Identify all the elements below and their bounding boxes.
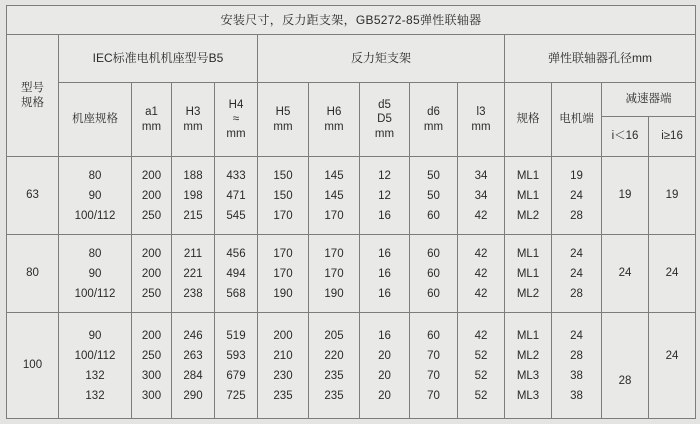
frame-value: 100/112 xyxy=(74,287,116,300)
h4-value: 568 xyxy=(226,287,246,300)
motor-end-cell xyxy=(552,157,602,235)
model-cell: 63 xyxy=(7,157,59,235)
h3-value: 215 xyxy=(183,209,203,222)
h4-value: 433 xyxy=(226,169,246,182)
a1-cell xyxy=(132,235,172,313)
header-spec: 规格 xyxy=(505,83,552,157)
spec-value: ML2 xyxy=(516,349,540,362)
h3-value: 188 xyxy=(183,169,203,182)
data-body xyxy=(7,157,696,419)
h4-value: 471 xyxy=(226,189,246,202)
spec-value: ML3 xyxy=(516,389,540,402)
h5-value: 235 xyxy=(273,389,293,402)
frame-value: 90 xyxy=(88,267,102,280)
frame-value: 132 xyxy=(85,369,105,382)
h3-value: 198 xyxy=(183,189,203,202)
table-title: 安装尺寸，反力距支架，GB5272-85弹性联轴器 xyxy=(7,6,696,35)
frame-cell xyxy=(59,235,132,313)
a1-value: 250 xyxy=(141,287,162,300)
h3-value: 211 xyxy=(183,247,203,260)
d6-value: 50 xyxy=(427,169,440,182)
h3-value: 284 xyxy=(183,369,203,382)
header-l3: l3 mm xyxy=(458,83,505,157)
a1-value: 200 xyxy=(141,169,162,182)
l3-value: 34 xyxy=(474,169,488,182)
spec-value: ML1 xyxy=(516,329,540,342)
header-model: 型号 规格 xyxy=(7,35,59,157)
h3-value: 290 xyxy=(183,389,203,402)
d5-value: 12 xyxy=(378,189,391,202)
h4-value: 519 xyxy=(226,329,246,342)
h6-cell xyxy=(309,157,360,235)
spec-table xyxy=(6,5,696,419)
header-h3: H3 mm xyxy=(172,83,215,157)
a1-value: 200 xyxy=(141,189,162,202)
h5-value: 170 xyxy=(273,209,293,222)
d5-value: 16 xyxy=(378,209,391,222)
motor-end-cell xyxy=(552,235,602,313)
spec-value: ML1 xyxy=(516,169,540,182)
spec-value: ML3 xyxy=(516,369,540,382)
frame-value: 80 xyxy=(88,247,102,260)
d5-value: 20 xyxy=(378,349,391,362)
spec-value: ML2 xyxy=(516,209,540,222)
ratio-ge-cell: 24 xyxy=(649,313,696,419)
h5-cell xyxy=(258,235,309,313)
spec-value: ML1 xyxy=(516,267,540,280)
a1-value: 300 xyxy=(141,389,162,402)
a1-value: 250 xyxy=(141,349,162,362)
h4-value: 679 xyxy=(226,369,246,382)
l3-value: 42 xyxy=(474,209,488,222)
d5-value: 16 xyxy=(378,247,391,260)
h6-cell xyxy=(309,235,360,313)
d6-value: 60 xyxy=(427,287,440,300)
h3-cell xyxy=(172,235,215,313)
h3-value: 246 xyxy=(183,329,203,342)
header-h5: H5 mm xyxy=(258,83,309,157)
d6-value: 50 xyxy=(427,189,440,202)
header-ratio-lt: i＜16 xyxy=(602,117,649,157)
h5-value: 230 xyxy=(273,369,293,382)
h3-cell xyxy=(172,157,215,235)
l3-value: 34 xyxy=(474,189,488,202)
motor-end-value: 24 xyxy=(570,267,583,280)
d6-value: 60 xyxy=(427,329,440,342)
d5-value: 16 xyxy=(378,329,391,342)
header-coupling-group: 弹性联轴器孔径mm xyxy=(505,35,696,83)
h4-value: 545 xyxy=(226,209,246,222)
h5-value: 200 xyxy=(273,329,293,342)
spec-cell xyxy=(505,157,552,235)
d5-value: 20 xyxy=(378,389,391,402)
h4-value: 456 xyxy=(226,247,246,260)
h3-cell xyxy=(172,313,215,419)
h6-value: 220 xyxy=(324,349,344,362)
a1-value: 200 xyxy=(141,329,162,342)
model-cell: 100 xyxy=(7,313,59,419)
h5-value: 150 xyxy=(273,189,293,202)
h5-value: 170 xyxy=(273,247,293,260)
h5-value: 210 xyxy=(273,349,293,362)
h6-value: 235 xyxy=(324,389,344,402)
header-iec-group: IEC标准电机机座型号B5 xyxy=(59,35,258,83)
d6-value: 70 xyxy=(427,369,440,382)
table-row xyxy=(7,313,696,419)
h3-value: 238 xyxy=(183,287,203,300)
h6-value: 205 xyxy=(324,329,344,342)
d6-cell xyxy=(410,313,458,419)
d6-value: 70 xyxy=(427,349,440,362)
h4-value: 593 xyxy=(226,349,246,362)
a1-value: 250 xyxy=(141,209,162,222)
h6-value: 190 xyxy=(324,287,344,300)
table-row xyxy=(7,157,696,235)
ratio-lt-cell: 28 xyxy=(602,313,649,419)
motor-end-value: 28 xyxy=(570,349,583,362)
l3-cell xyxy=(458,313,505,419)
a1-value: 200 xyxy=(141,247,162,260)
l3-value: 52 xyxy=(474,349,488,362)
l3-cell xyxy=(458,235,505,313)
ratio-lt-cell: 24 xyxy=(602,235,649,313)
header-motor-end: 电机端 xyxy=(552,83,602,157)
h3-value: 221 xyxy=(183,267,203,280)
ratio-lt-cell: 19 xyxy=(602,157,649,235)
l3-value: 52 xyxy=(474,389,488,402)
d5-value: 16 xyxy=(378,267,391,280)
motor-end-value: 24 xyxy=(570,189,583,202)
header-bracket-group: 反力矩支架 xyxy=(258,35,505,83)
motor-end-value: 19 xyxy=(570,169,583,182)
a1-cell xyxy=(132,313,172,419)
ratio-ge-cell: 19 xyxy=(649,157,696,235)
frame-value: 132 xyxy=(85,389,105,402)
frame-value: 100/112 xyxy=(74,349,116,362)
h4-cell xyxy=(215,313,258,419)
frame-cell xyxy=(59,313,132,419)
spec-value: ML2 xyxy=(516,287,540,300)
spec-cell xyxy=(505,313,552,419)
motor-end-value: 24 xyxy=(570,329,583,342)
h6-value: 170 xyxy=(324,247,344,260)
header-h4: H4 ≈ mm xyxy=(215,83,258,157)
header-ratio-ge: i≥16 xyxy=(649,117,696,157)
header-frame: 机座规格 xyxy=(59,83,132,157)
a1-value: 300 xyxy=(141,369,162,382)
h6-value: 235 xyxy=(324,369,344,382)
h3-value: 263 xyxy=(183,349,203,362)
l3-cell xyxy=(458,157,505,235)
motor-end-cell xyxy=(552,313,602,419)
motor-end-value: 28 xyxy=(570,287,583,300)
h4-cell xyxy=(215,157,258,235)
header-d5: d5 D5 mm xyxy=(360,83,410,157)
motor-end-value: 28 xyxy=(570,209,583,222)
l3-value: 42 xyxy=(474,247,488,260)
spec-value: ML1 xyxy=(516,247,540,260)
h5-value: 170 xyxy=(273,267,293,280)
header-a1: a1 mm xyxy=(132,83,172,157)
table-row xyxy=(7,235,696,313)
d6-cell xyxy=(410,235,458,313)
h6-value: 170 xyxy=(324,209,344,222)
h5-cell xyxy=(258,157,309,235)
h6-value: 145 xyxy=(324,169,344,182)
frame-value: 80 xyxy=(88,169,102,182)
h6-cell xyxy=(309,313,360,419)
d5-value: 20 xyxy=(378,369,391,382)
h6-value: 145 xyxy=(324,189,344,202)
a1-value: 200 xyxy=(141,267,162,280)
d5-cell xyxy=(360,313,410,419)
l3-value: 52 xyxy=(474,369,488,382)
ratio-ge-cell: 24 xyxy=(649,235,696,313)
d6-value: 60 xyxy=(427,267,440,280)
l3-value: 42 xyxy=(474,329,488,342)
l3-value: 42 xyxy=(474,287,488,300)
motor-end-value: 24 xyxy=(570,247,583,260)
d5-value: 16 xyxy=(378,287,391,300)
d6-value: 70 xyxy=(427,389,440,402)
frame-value: 100/112 xyxy=(74,209,116,222)
motor-end-value: 38 xyxy=(570,389,583,402)
h4-value: 494 xyxy=(226,267,246,280)
frame-value: 90 xyxy=(88,329,102,342)
d5-value: 12 xyxy=(378,169,391,182)
h4-cell xyxy=(215,235,258,313)
frame-cell xyxy=(59,157,132,235)
header-h6: H6 mm xyxy=(309,83,360,157)
header-reducer-end: 减速器端 xyxy=(602,83,696,117)
header-d6: d6 mm xyxy=(410,83,458,157)
h5-value: 190 xyxy=(273,287,293,300)
h5-value: 150 xyxy=(273,169,293,182)
h5-cell xyxy=(258,313,309,419)
frame-value: 90 xyxy=(88,189,102,202)
spec-cell xyxy=(505,235,552,313)
h4-value: 725 xyxy=(226,389,246,402)
a1-cell xyxy=(132,157,172,235)
d6-value: 60 xyxy=(427,247,440,260)
d5-cell xyxy=(360,235,410,313)
model-cell: 80 xyxy=(7,235,59,313)
spec-value: ML1 xyxy=(516,189,540,202)
h6-value: 170 xyxy=(324,267,344,280)
l3-value: 42 xyxy=(474,267,488,280)
d6-value: 60 xyxy=(427,209,440,222)
motor-end-value: 38 xyxy=(570,369,583,382)
d6-cell xyxy=(410,157,458,235)
d5-cell xyxy=(360,157,410,235)
